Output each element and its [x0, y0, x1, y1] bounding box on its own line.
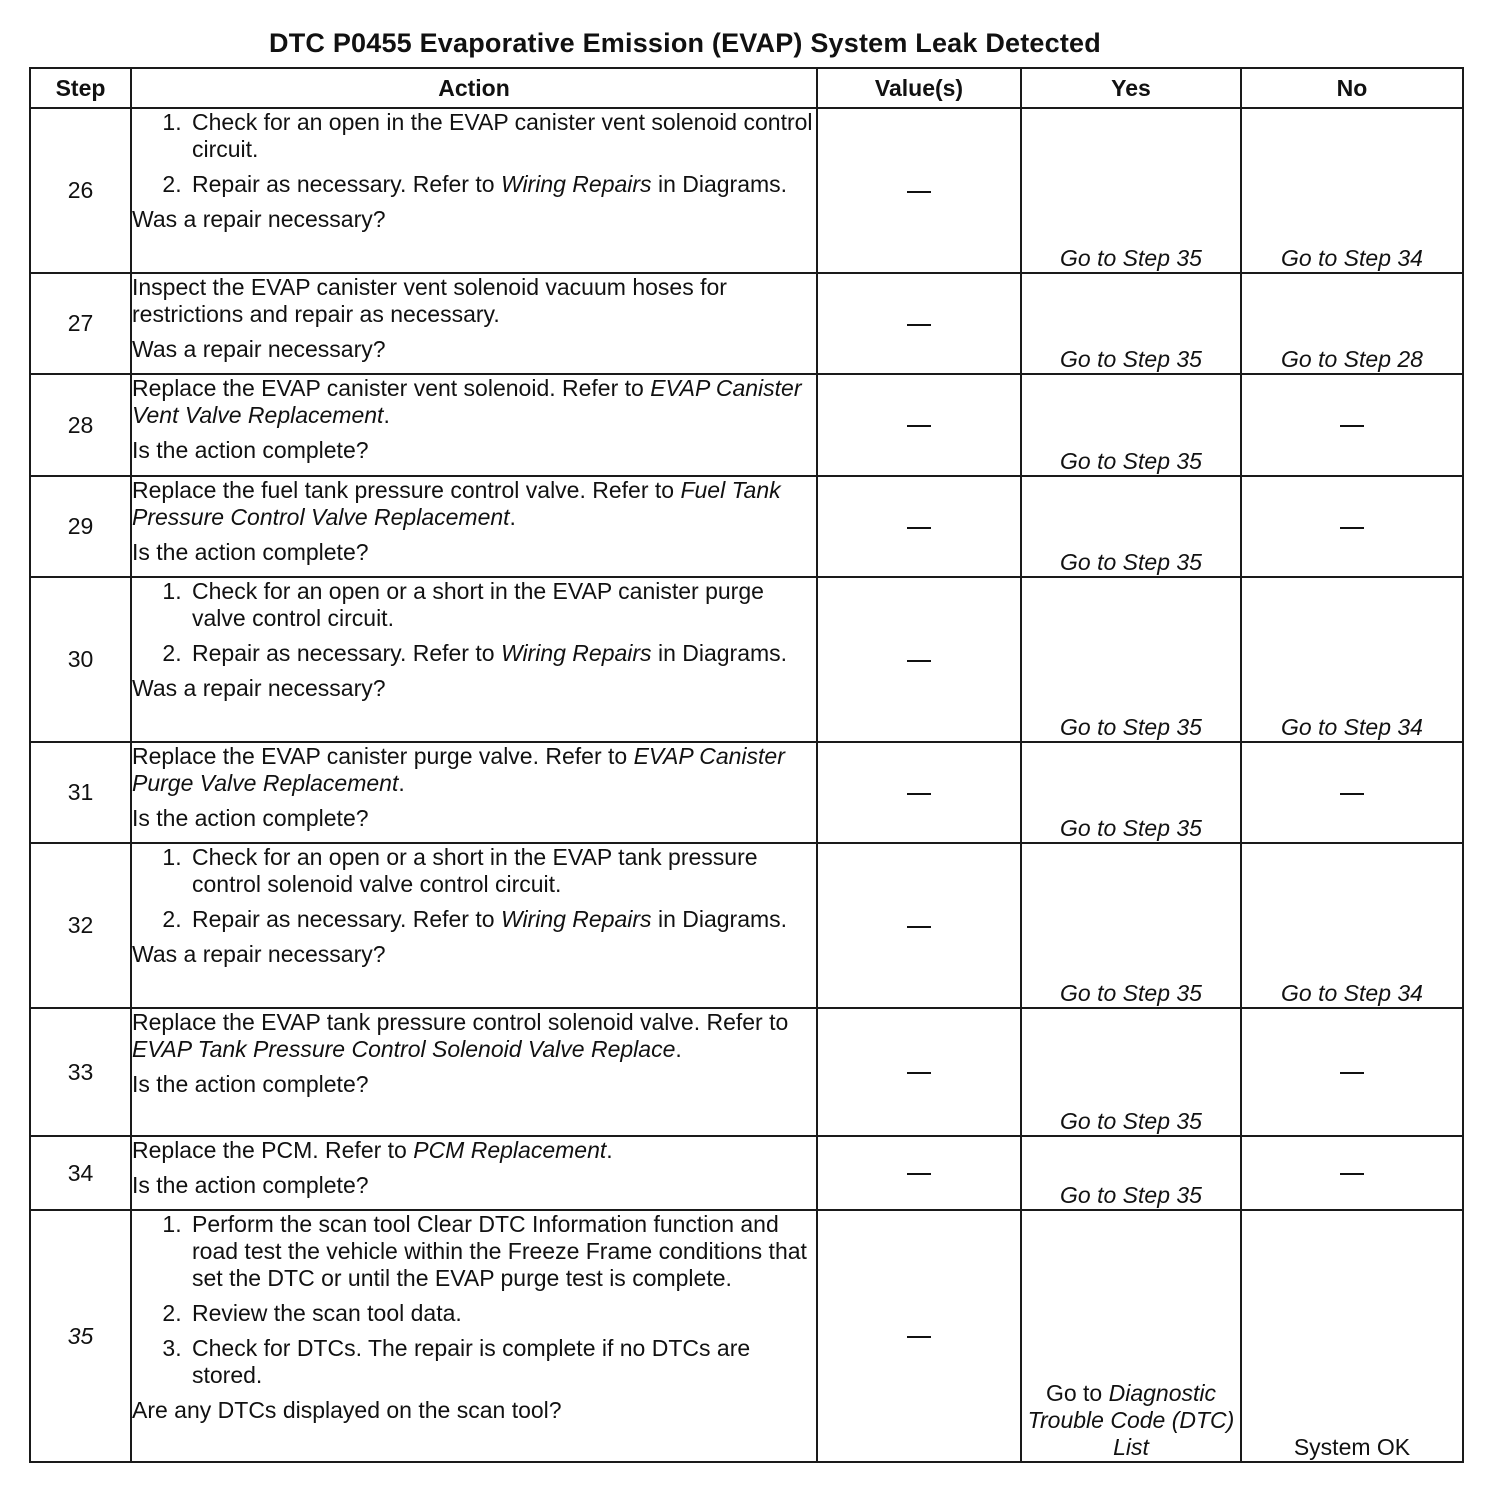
action-steps — [132, 578, 816, 667]
action-question: Is the action complete? — [132, 1071, 369, 1097]
action-question: Was a repair necessary? — [132, 336, 386, 362]
action-step: 1. Check for an open or a short in the EVAP canister purge valve control circuit. — [188, 578, 816, 632]
table-row — [30, 1136, 1463, 1210]
action-text: Replace the PCM. Refer to — [132, 1137, 414, 1163]
step-number: 28 — [30, 374, 131, 476]
no-result — [1241, 476, 1463, 577]
action-paragraph — [132, 1009, 816, 1063]
action-question: Was a repair necessary? — [132, 206, 386, 232]
action-step: 2. Review the scan tool data. — [188, 1300, 816, 1327]
action-cell — [131, 577, 817, 742]
table-row — [30, 577, 1463, 742]
reference-link[interactable]: EVAP Tank Pressure Control Solenoid Valve Replace — [132, 1036, 676, 1062]
action-text: Repair as necessary. Refer to — [192, 171, 501, 197]
no-result — [1241, 374, 1463, 476]
no-result[interactable]: Go to Step 34 — [1241, 843, 1463, 1008]
empty-value-dash — [907, 1072, 931, 1074]
step-number: 30 — [30, 577, 131, 742]
empty-value-dash — [907, 191, 931, 193]
empty-value-dash — [907, 793, 931, 795]
reference-link[interactable]: Diagnostic Trouble Code (DTC) List — [1027, 1380, 1235, 1460]
action-steps — [132, 1211, 816, 1389]
no-result — [1241, 1008, 1463, 1136]
step-number: 34 — [30, 1136, 131, 1210]
empty-value-dash — [907, 926, 931, 928]
action-question: Was a repair necessary? — [132, 941, 386, 967]
step-number: 35 — [30, 1210, 131, 1462]
action-cell — [131, 1136, 817, 1210]
action-text: . — [383, 402, 390, 428]
value-cell — [817, 1210, 1021, 1462]
action-text: . — [606, 1137, 613, 1163]
no-result[interactable]: Go to Step 34 — [1241, 108, 1463, 273]
action-cell — [131, 476, 817, 577]
table-row — [30, 1210, 1463, 1462]
action-step: 3. Check for DTCs. The repair is complete if no DTCs are stored. — [188, 1335, 816, 1389]
reference-link[interactable]: Wiring Repairs — [500, 171, 652, 197]
no-result[interactable]: Go to Step 34 — [1241, 577, 1463, 742]
action-paragraph — [132, 743, 816, 797]
action-text: . — [675, 1036, 682, 1062]
reference-link[interactable]: EVAP Canister Vent Valve Replacement — [132, 375, 802, 428]
action-cell — [131, 273, 817, 374]
value-cell — [817, 476, 1021, 577]
value-cell — [817, 742, 1021, 843]
header-row — [30, 68, 1463, 108]
action-cell — [131, 843, 817, 1008]
step-number: 26 — [30, 108, 131, 273]
no-result[interactable]: Go to Step 28 — [1241, 273, 1463, 374]
yes-result[interactable]: Go to Step 35 — [1021, 273, 1241, 374]
value-cell — [817, 108, 1021, 273]
empty-value-dash — [1340, 425, 1364, 427]
value-cell — [817, 843, 1021, 1008]
table-row — [30, 843, 1463, 1008]
action-text: in Diagrams. — [651, 171, 788, 197]
action-paragraph — [132, 477, 816, 531]
step-number: 32 — [30, 843, 131, 1008]
value-cell — [817, 1008, 1021, 1136]
reference-link[interactable]: EVAP Canister Purge Valve Replacement — [132, 743, 785, 796]
action-step — [188, 906, 816, 933]
table-row — [30, 108, 1463, 273]
page-title: DTC P0455 Evaporative Emission (EVAP) System Leak Detected — [269, 28, 1101, 58]
action-text: . — [398, 770, 405, 796]
value-cell — [817, 273, 1021, 374]
action-cell — [131, 1210, 817, 1462]
empty-value-dash — [1340, 1173, 1364, 1175]
step-number: 33 — [30, 1008, 131, 1136]
reference-link[interactable]: Wiring Repairs — [500, 640, 652, 666]
table-row — [30, 1008, 1463, 1136]
yes-result[interactable]: Go to Step 35 — [1021, 1008, 1241, 1136]
table-row — [30, 273, 1463, 374]
value-cell — [817, 577, 1021, 742]
action-paragraph — [132, 375, 816, 429]
action-step: 1. Perform the scan tool Clear DTC Information function and road test the vehicle within the Freeze Frame conditions that set the DTC or until the EVAP purge test is complete. — [188, 1211, 816, 1292]
yes-result[interactable] — [1021, 1210, 1241, 1462]
action-question: Is the action complete? — [132, 805, 369, 831]
header-yes: Yes — [1021, 68, 1241, 108]
yes-result[interactable]: Go to Step 35 — [1021, 476, 1241, 577]
action-cell — [131, 374, 817, 476]
empty-value-dash — [907, 324, 931, 326]
action-text: in Diagrams. — [651, 640, 788, 666]
header-values: Value(s) — [817, 68, 1021, 108]
value-cell — [817, 1136, 1021, 1210]
no-result[interactable]: System OK — [1241, 1210, 1463, 1462]
action-step — [188, 171, 816, 198]
action-step: 1. Check for an open in the EVAP canister vent solenoid control circuit. — [188, 109, 816, 163]
table-row — [30, 742, 1463, 843]
empty-value-dash — [1340, 1072, 1364, 1074]
yes-result[interactable]: Go to Step 35 — [1021, 1136, 1241, 1210]
no-result — [1241, 742, 1463, 843]
yes-result[interactable]: Go to Step 35 — [1021, 108, 1241, 273]
empty-value-dash — [907, 425, 931, 427]
header-action: Action — [131, 68, 817, 108]
action-question: Are any DTCs displayed on the scan tool? — [132, 1397, 562, 1423]
action-cell — [131, 742, 817, 843]
action-text: Replace the fuel tank pressure control valve. Refer to — [132, 477, 681, 503]
action-text: Repair as necessary. Refer to — [192, 640, 501, 666]
yes-result[interactable]: Go to Step 35 — [1021, 843, 1241, 1008]
table-row — [30, 374, 1463, 476]
empty-value-dash — [907, 527, 931, 529]
action-steps — [132, 844, 816, 933]
action-question: Was a repair necessary? — [132, 675, 386, 701]
step-number: 31 — [30, 742, 131, 843]
yes-result[interactable]: Go to Step 35 — [1021, 577, 1241, 742]
yes-result[interactable]: Go to Step 35 — [1021, 374, 1241, 476]
reference-link[interactable]: PCM Replacement — [413, 1137, 607, 1163]
empty-value-dash — [907, 660, 931, 662]
empty-value-dash — [1340, 527, 1364, 529]
action-text: Replace the EVAP canister vent solenoid. Refer to — [132, 375, 651, 401]
step-number: 29 — [30, 476, 131, 577]
empty-value-dash — [1340, 793, 1364, 795]
action-text: . — [509, 504, 516, 530]
table-row — [30, 476, 1463, 577]
action-question: Is the action complete? — [132, 1172, 369, 1198]
action-question: Is the action complete? — [132, 437, 369, 463]
no-result — [1241, 1136, 1463, 1210]
yes-result[interactable]: Go to Step 35 — [1021, 742, 1241, 843]
yes-result-text: Go to — [1045, 1380, 1109, 1406]
action-cell — [131, 1008, 817, 1136]
action-text: in Diagrams. — [651, 906, 788, 932]
diagnostic-table — [29, 67, 1464, 1463]
value-cell — [817, 374, 1021, 476]
action-text: Replace the EVAP tank pressure control solenoid valve. Refer to — [132, 1009, 789, 1035]
header-step: Step — [30, 68, 131, 108]
step-number: 27 — [30, 273, 131, 374]
action-text: Repair as necessary. Refer to — [192, 906, 501, 932]
action-step — [188, 640, 816, 667]
action-paragraph — [132, 1137, 816, 1164]
action-cell — [131, 108, 817, 273]
reference-link[interactable]: Fuel Tank Pressure Control Valve Replacement — [132, 477, 781, 530]
header-no: No — [1241, 68, 1463, 108]
action-steps — [132, 109, 816, 198]
action-step: 1. Check for an open or a short in the EVAP tank pressure control solenoid valve control circuit. — [188, 844, 816, 898]
reference-link[interactable]: Wiring Repairs — [500, 906, 652, 932]
empty-value-dash — [907, 1173, 931, 1175]
action-question: Is the action complete? — [132, 539, 369, 565]
action-paragraph: Inspect the EVAP canister vent solenoid vacuum hoses for restrictions and repair as necessary. — [132, 274, 727, 327]
action-text: Replace the EVAP canister purge valve. Refer to — [132, 743, 634, 769]
empty-value-dash — [907, 1336, 931, 1338]
